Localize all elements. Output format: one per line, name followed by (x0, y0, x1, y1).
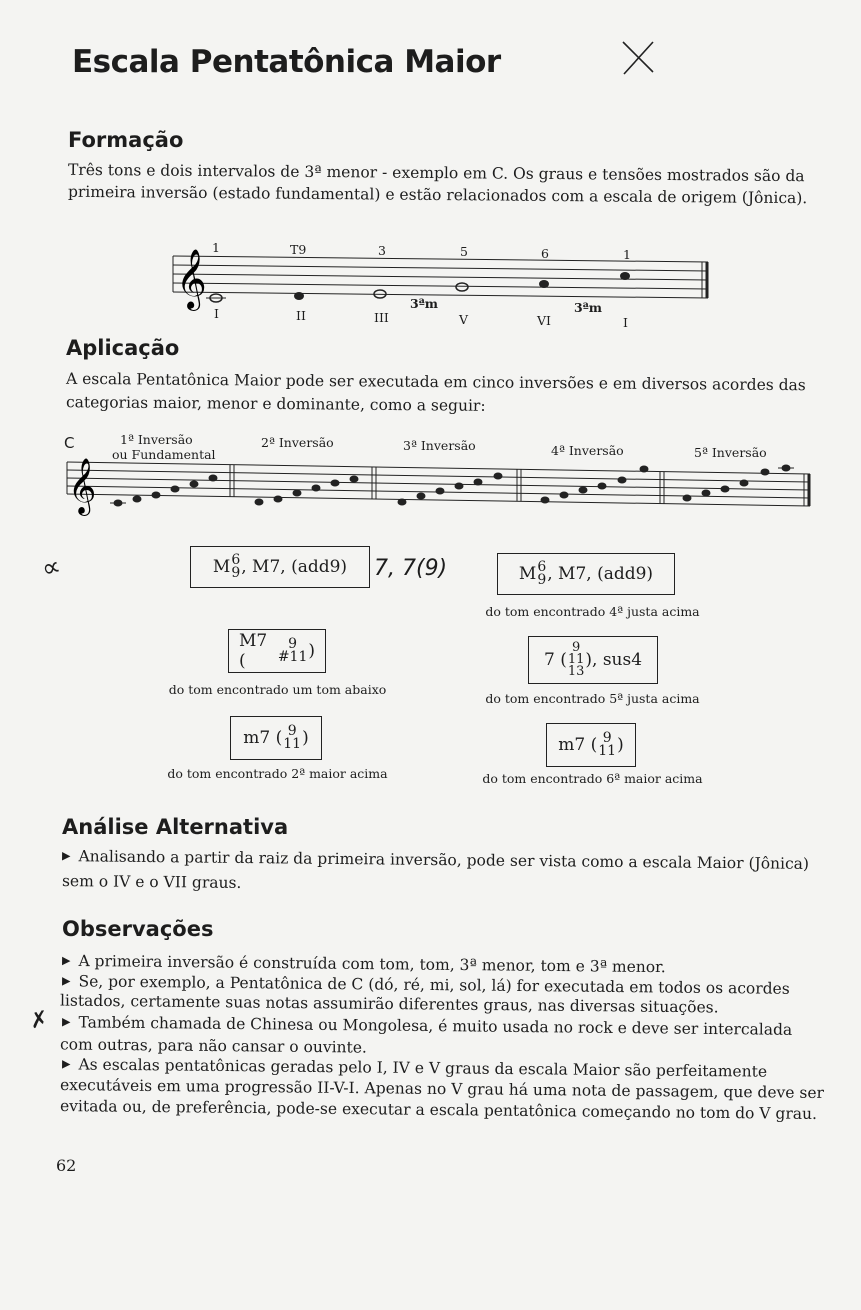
treble-clef-icon: 𝄞 (68, 458, 97, 514)
chord-symbol: m7 ( (243, 728, 283, 748)
staff1-top-label: 1 (623, 247, 631, 262)
chord-symbol: ) (308, 641, 315, 661)
formacao-text-line1: Três tons e dois intervalos de 3ª menor - exemplo em C. Os graus e tensões mostrados são da (67, 160, 805, 186)
chord-box (230, 716, 322, 760)
section-heading-formacao: Formação (68, 128, 184, 152)
inversion-label: 5ª Inversão (694, 445, 767, 460)
chord-symbol: M (518, 564, 537, 584)
chord-caption: do tom encontrado 5ª justa acima (485, 691, 700, 706)
aplicacao-text-line2: categorias maior, menor e dominante, como a seguir: (65, 393, 486, 415)
staff1-top-label: 5 (460, 244, 468, 259)
chord-box (190, 546, 370, 588)
observacao-item-cont: com outras, para não cansar o ouvinte. (59, 1035, 367, 1057)
observacao-item: ▶ Se, por exemplo, a Pentatônica de C (dó, ré, mi, sol, lá) for executada em todos os acordes (62, 971, 790, 1001)
observacao-item: ▶ As escalas pentatônicas geradas pelo I, IV e V graus da escala Maior são perfeitamente (62, 1054, 767, 1083)
chord-caption: do tom encontrado um tom abaixo (168, 682, 387, 697)
chord-symbol: 7 ( (543, 650, 567, 670)
chord-tension: #11 (277, 649, 308, 665)
staff-lines (62, 430, 814, 520)
chord-caption: do tom encontrado 4ª justa acima (485, 604, 700, 619)
staff1-top-label: 3 (378, 243, 386, 258)
chord-tension: 11 (598, 743, 617, 759)
chord-tension: 9 (288, 636, 298, 652)
staff1-degree-label: VI (537, 313, 551, 328)
staff1-top-label: 1 (212, 240, 220, 255)
chord-symbol: , M7, (add9) (241, 557, 348, 577)
chord-box (497, 553, 675, 595)
chord-caption: do tom encontrado 6ª maior acima (482, 771, 703, 786)
staff1-degree-label: V (459, 312, 469, 327)
chord-tension: 11 (283, 736, 302, 752)
analise-text-line2: sem o IV e o VII graus. (61, 872, 242, 892)
handwritten-check-mark: ✗ (27, 1006, 51, 1035)
inversion-sub-label: ou Fundamental (112, 447, 216, 462)
chord-tension: 9 (602, 730, 612, 746)
chord-caption: do tom encontrado 2ª maior acima (167, 766, 388, 781)
chord-tension: 6 (231, 552, 241, 568)
staff1-degree-label: II (296, 308, 306, 323)
chord-symbol: ) (617, 735, 624, 755)
staff-lines (168, 238, 713, 338)
inversion-label: 3ª Inversão (403, 438, 476, 453)
chord-box (528, 636, 658, 684)
section-heading-aplicacao: Aplicação (66, 336, 180, 360)
staff-inversions (62, 430, 814, 520)
analise-text-line1: ▶ Analisando a partir da raiz da primeira inversão, pode ser vista como a escala Maior (Jônica) (62, 846, 809, 876)
staff1-interval-label: 3ªm (574, 300, 603, 315)
chord-symbol: ), sus4 (585, 650, 643, 670)
staff1-top-label: T9 (290, 242, 307, 257)
chord-tension: 9 (287, 723, 297, 739)
handwritten-x-mark (618, 38, 658, 78)
section-heading-observacoes: Observações (62, 917, 214, 941)
staff-scale-example (168, 238, 713, 338)
handwritten-chord-note: 7, 7(9) (374, 556, 448, 581)
page-number: 62 (56, 1156, 77, 1175)
chord-symbol: , M7, (add9) (547, 564, 654, 584)
aplicacao-text-line1: A escala Pentatônica Maior pode ser executada em cinco inversões e em diversos acordes das (65, 369, 806, 395)
chord-box (546, 723, 636, 767)
page-title: Escala Pentatônica Maior (72, 44, 501, 80)
chord-tension: 6 (537, 559, 547, 575)
chord-symbol: m7 ( (558, 735, 598, 755)
chord-tension: 11 (567, 652, 585, 667)
chord-box (228, 629, 326, 673)
chord-symbol: M7 ( (239, 631, 268, 671)
observacao-item-cont: evitada ou, de preferência, pode-se executar a escala pentatônica começando no tom do V grau. (59, 1097, 818, 1123)
observacao-item-cont: executáveis em uma progressão II-V-I. Apenas no V grau há uma nota de passagem, que deve ser (59, 1076, 825, 1102)
observacao-item: ▶ Também chamada de Chinesa ou Mongolesa, é muito usada no rock e deve ser intercalada (62, 1012, 792, 1042)
staff1-interval-label: 3ªm (410, 296, 439, 311)
chord-tension: 9 (537, 572, 547, 588)
key-label: C (64, 434, 75, 452)
inversion-label: 4ª Inversão (551, 443, 624, 458)
inversion-label: 2ª Inversão (261, 435, 334, 450)
chord-tension: 9 (571, 640, 581, 655)
formacao-text-line2: primeira inversão (estado fundamental) e estão relacionados com a escala de origem (Jônica). (67, 182, 808, 208)
inversion-label: 1ª Inversão (120, 432, 193, 447)
chord-tension: 13 (567, 664, 585, 679)
staff1-degree-label: I (214, 306, 219, 321)
staff1-degree-label: III (374, 310, 389, 325)
section-heading-analise: Análise Alternativa (62, 815, 289, 839)
observacao-item: ▶ A primeira inversão é construída com tom, tom, 3ª menor, tom e 3ª menor. (62, 951, 666, 979)
staff1-degree-label: I (623, 315, 628, 330)
chord-symbol: ) (302, 728, 309, 748)
treble-clef-icon: 𝄞 (176, 249, 207, 309)
chord-symbol: M (212, 557, 231, 577)
staff1-top-label: 6 (541, 246, 549, 261)
chord-tension: 9 (231, 565, 241, 581)
observacao-item-cont: listados, certamente suas notas assumirão diferentes graus, nas diversas situações. (59, 991, 719, 1017)
handwritten-margin-mark: ∝ (38, 551, 65, 585)
